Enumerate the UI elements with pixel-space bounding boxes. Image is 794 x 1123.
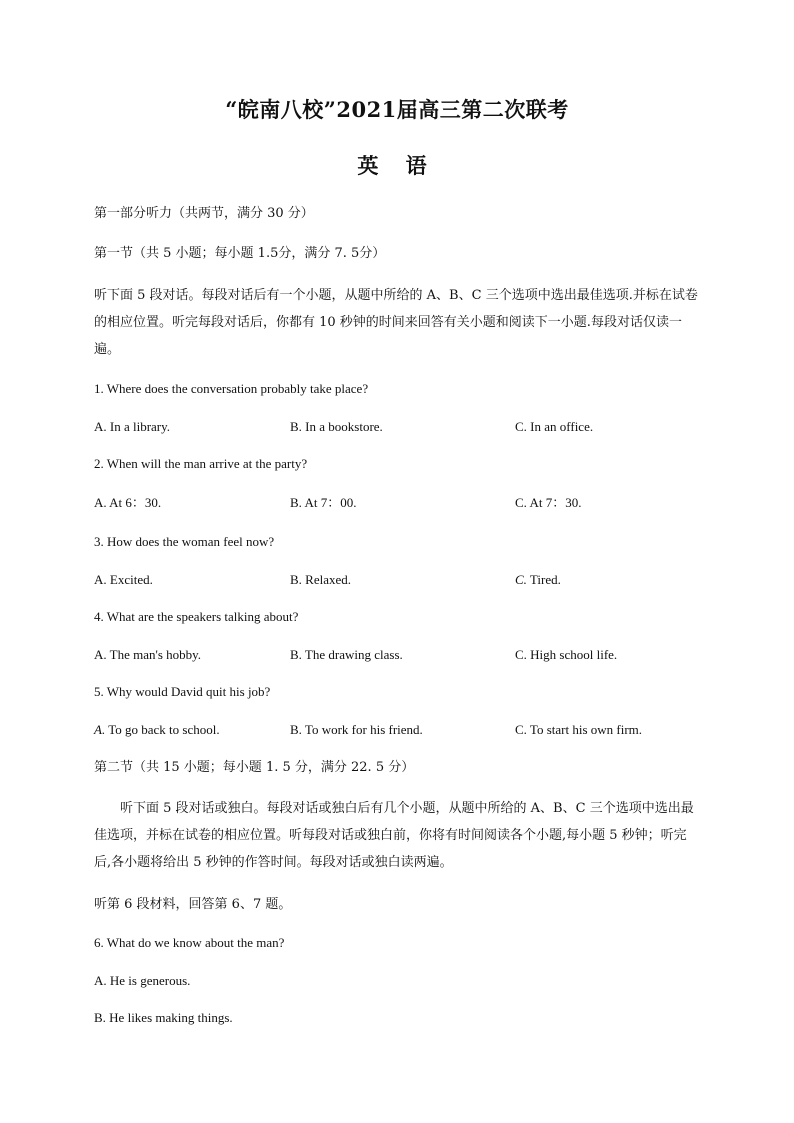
section1-instructions: 听下面 5 段对话。每段对话后有一个小题，从题中所给的 A、B、C 三个选项中选出最佳选项.并标在试卷的相应位置。听完每段对话后，你都有 10 秒钟的时间来回答有关小题和阅读下一小题.每段对话仅读一遍。 <box>94 288 698 357</box>
section1-heading: 第一节（共 5 小题；每小题 1.5分，满分 7. 5分） <box>94 246 386 261</box>
question-4-option-a: A. The man's hobby. <box>94 647 202 662</box>
question-6-option-b: B. He likes making things. <box>94 1010 233 1025</box>
question-1-option-c: C. In an office. <box>515 419 594 434</box>
question-4-option-c: C. High school life. <box>515 647 618 662</box>
question-1-option-a: A. In a library. <box>94 419 171 434</box>
exam-title: “皖南八校”2021届高三第二次联考 <box>225 97 569 122</box>
question-5-stem: 5. Why would David quit his job? <box>94 684 271 699</box>
part1-heading: 第一部分听力（共两节，满分 30 分） <box>94 206 314 221</box>
question-1-stem: 1. Where does the conversation probably take place? <box>94 381 369 396</box>
question-2-stem: 2. When will the man arrive at the party? <box>94 456 308 471</box>
question-5-option-b: B. To work for his friend. <box>290 722 423 737</box>
section2-instructions: 听下面 5 段对话或独白。每段对话或独白后有几个小题，从题中所给的 A、B、C 三个选项中选出最佳选项，并标在试卷的相应位置。听每段对话或独白前，你将有时间阅读各个小题,每小题 5 秒钟；听完后,各小题将给出 5 秒钟的作答时间。每段对话或独白读两遍。 <box>94 801 694 870</box>
question-2-option-b: B. At 7：00. <box>290 495 357 510</box>
question-6-option-a: A. He is generous. <box>94 973 191 988</box>
question-1-option-b: B. In a bookstore. <box>290 419 383 434</box>
option-letter: C. <box>515 572 527 587</box>
option-text: Tired. <box>526 572 561 587</box>
section2-heading: 第二节（共 15 小题；每小题 1. 5 分，满分 22. 5 分） <box>94 760 415 775</box>
question-3-option-b: B. Relaxed. <box>290 572 352 587</box>
material-6-instruction: 听第 6 段材料，回答第 6、7 题。 <box>94 897 292 912</box>
subject-title: 英 语 <box>357 153 437 178</box>
question-3-option-c <box>515 571 561 589</box>
question-3-option-a: A. Excited. <box>94 572 153 587</box>
question-4-option-b: B. The drawing class. <box>290 647 403 662</box>
question-5-option-a <box>94 721 220 739</box>
question-2-option-a: A. At 6：30. <box>94 495 162 510</box>
question-2-option-c: C. At 7：30. <box>515 495 582 510</box>
question-3-stem: 3. How does the woman feel now? <box>94 534 275 549</box>
option-text: To go back to school. <box>105 722 220 737</box>
question-5-option-c: C. To start his own firm. <box>515 722 643 737</box>
option-letter: A. <box>94 722 106 737</box>
question-6-stem: 6. What do we know about the man? <box>94 935 285 950</box>
question-4-stem: 4. What are the speakers talking about? <box>94 609 299 624</box>
